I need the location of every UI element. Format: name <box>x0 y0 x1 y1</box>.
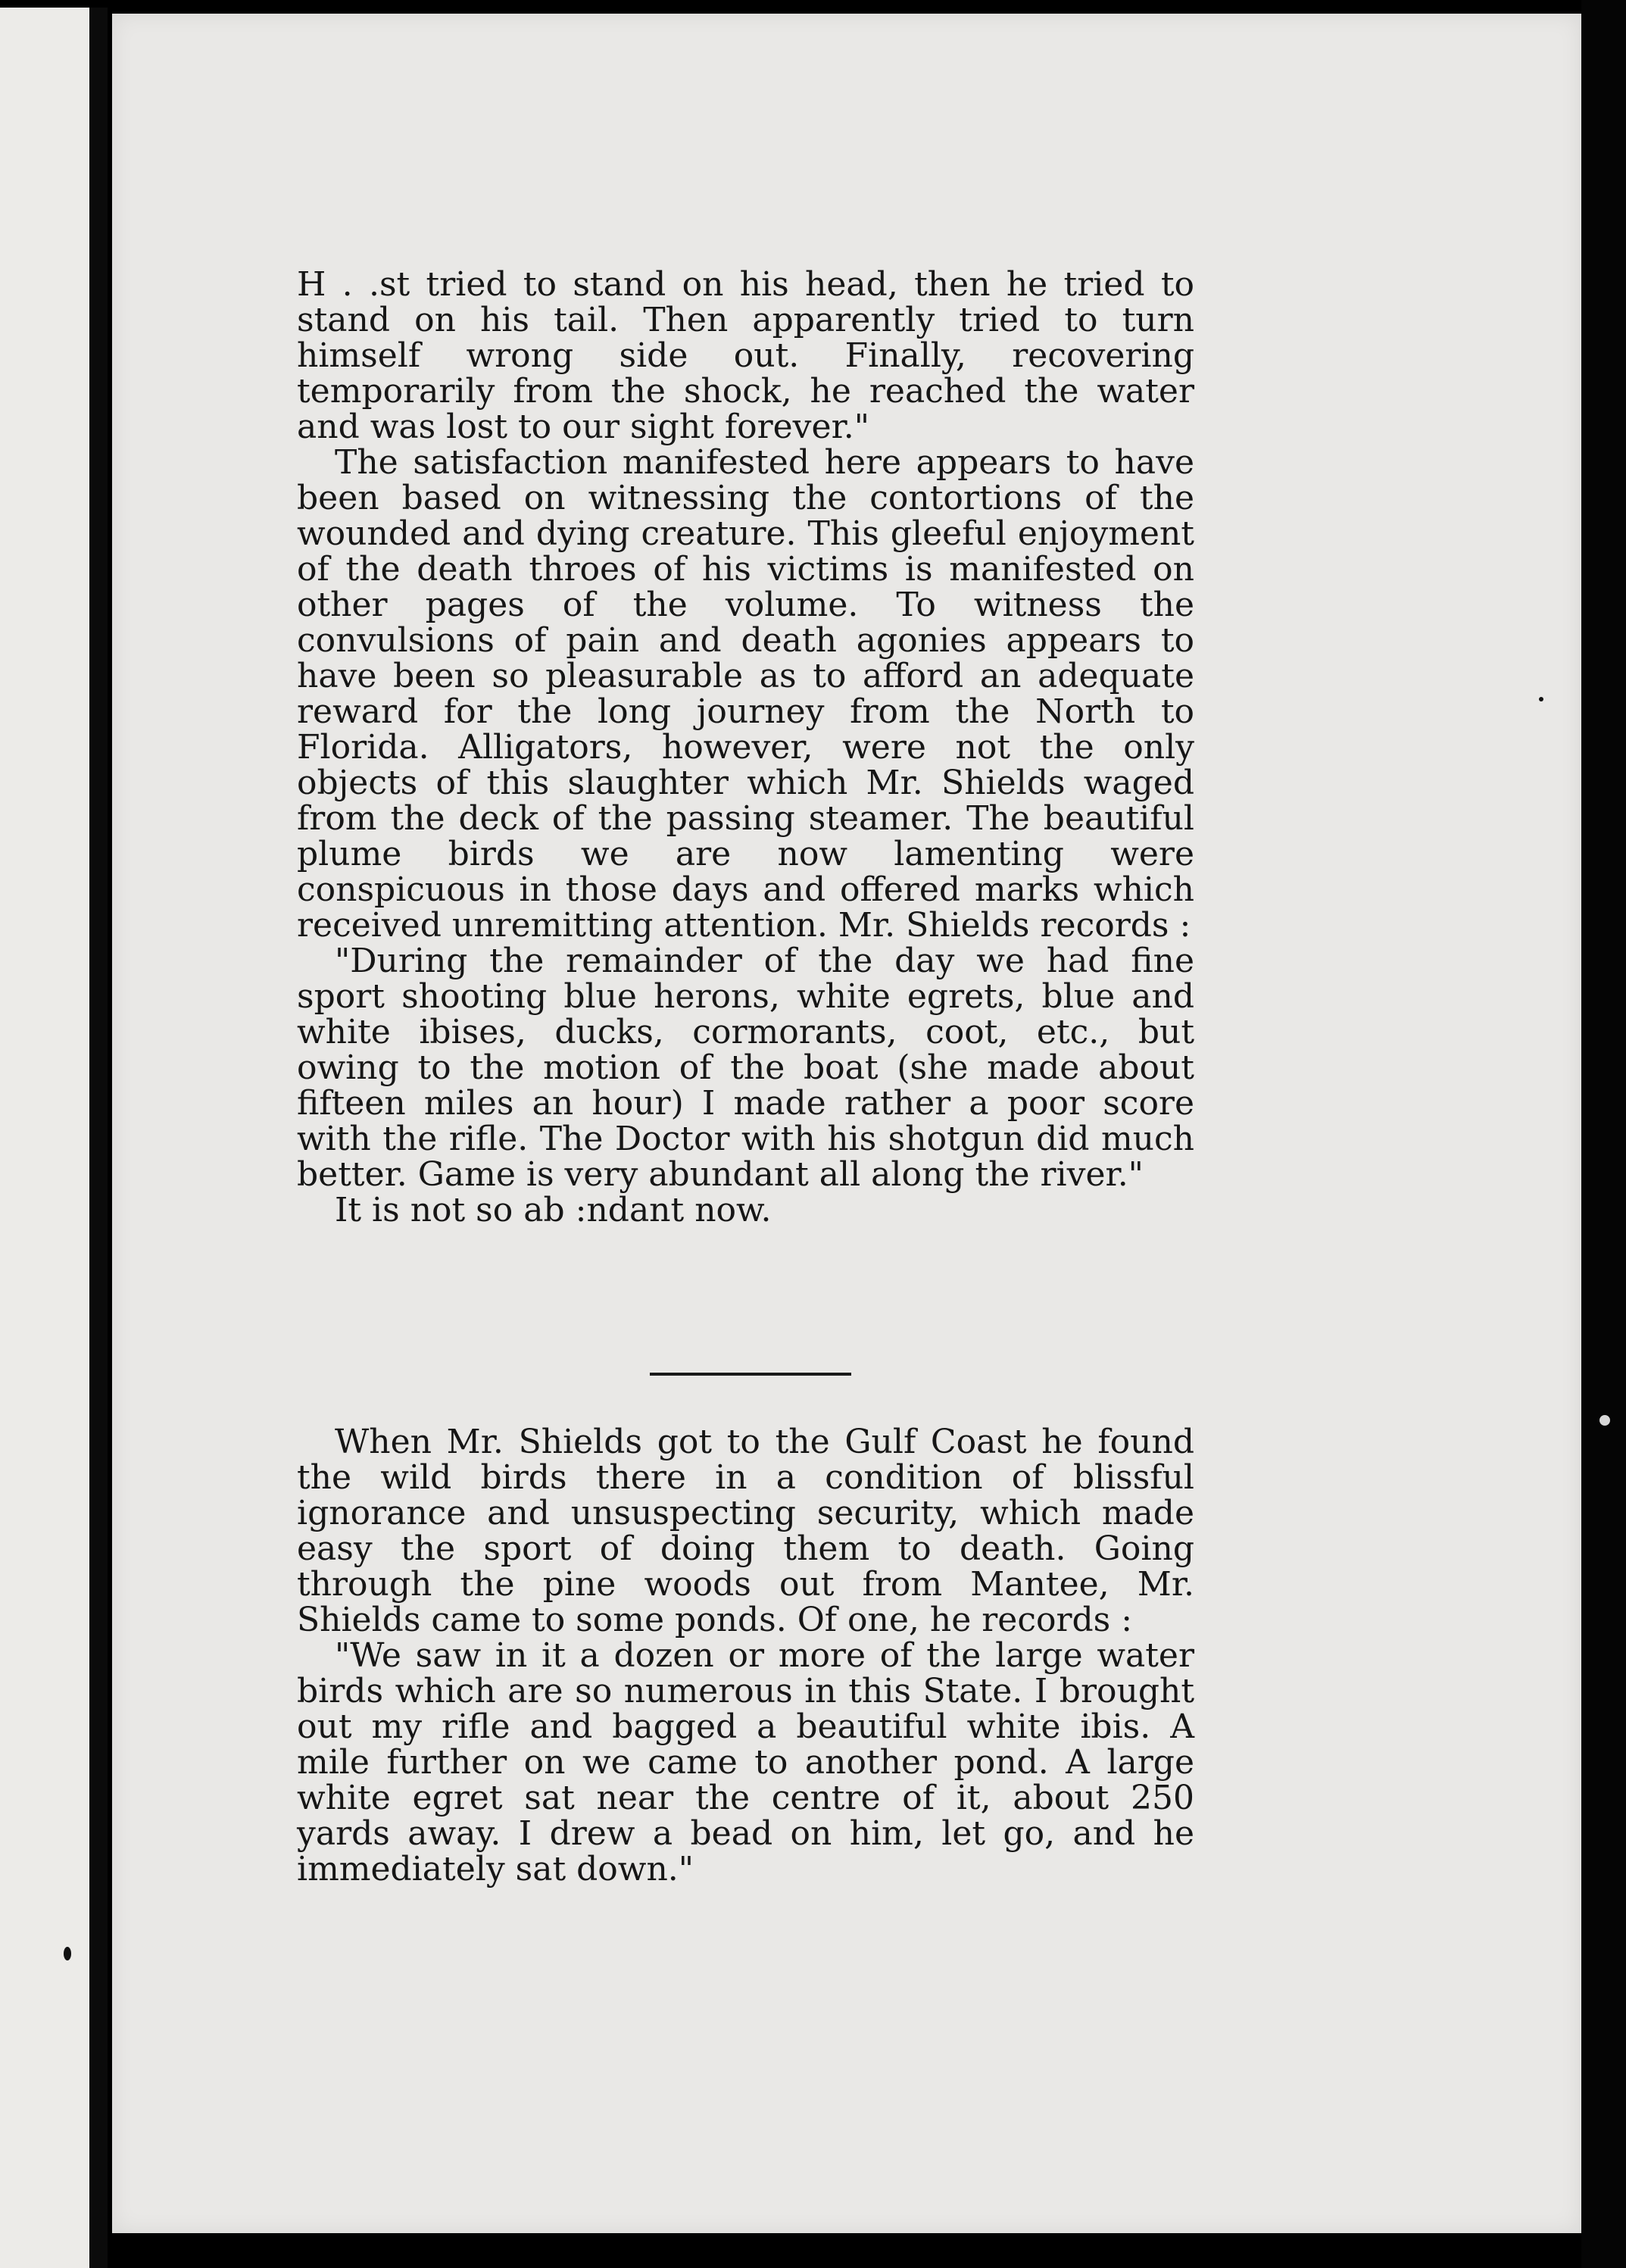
paragraph-gulf-coast: When Mr. Shields got to the Gulf Coast he found the wild birds there in a condition of blissful ignorance and unsuspecting security, which made easy the sport of doing them to death. Going through the pine woods out from Mantee, Mr. Shields came to some ponds. Of one, he records : <box>297 1423 1194 1639</box>
scan-right-border <box>1581 0 1626 2268</box>
page-gutter <box>89 8 108 2268</box>
paragraph-satisfaction: The satisfaction manifested here appears to have been based on witnessing the contortions of the wounded and dying creature. This gleeful enjoyment of the death throes of his victims is manifested on other pages of the volume. To witness the convulsions of pain and death agonies appears to have been so pleasurable as to afford an adequate reward for the long journey from the North to Florida. Alligators, however, were not the only objects of this slaughter which Mr. Shields waged from the deck of the passing steamer. The beautiful plume birds we are now lamenting were conspicuous in those days and offered marks which received unremitting attention. Mr. Shields records : <box>297 443 1194 945</box>
facing-page-edge <box>0 8 89 2268</box>
scan-speck <box>64 1947 71 1960</box>
section-divider <box>650 1373 851 1376</box>
quote-during-remainder: "During the remainder of the day we had fine sport shooting blue herons, white egrets, blue and white ibises, ducks, cormorants, coot, etc., but owing to the motion of the boat (she made about fifteen miles an hour) I made rather a poor score with the rifle. The Doctor with his shotgun did much better. Game is very abundant all along the river." <box>297 942 1194 1194</box>
quote-we-saw: "We saw in it a dozen or more of the large water birds which are so numerous in this State. I brought out my rifle and bagged a beautiful white ibis. A mile further on we came to another pond. A large white egret sat near the centre of it, about 250 yards away. I drew a bead on him, let go, and he immediately sat down." <box>297 1636 1194 1888</box>
scan-top-border <box>0 0 1626 14</box>
scan-speck <box>1599 1415 1610 1426</box>
paragraph-continuation: H . .st tried to stand on his head, then he tried to stand on his tail. Then apparently tried to turn himself wrong side out. Finally, recovering temporarily from the shock, he reached the water and was lost to our sight forever." <box>297 265 1194 446</box>
paragraph-not-abundant: It is not so ab :ndant now. <box>335 1191 772 1229</box>
body-text-top <box>297 267 1194 1228</box>
body-text-bottom <box>297 1424 1194 1887</box>
scan-speck <box>1539 697 1543 701</box>
